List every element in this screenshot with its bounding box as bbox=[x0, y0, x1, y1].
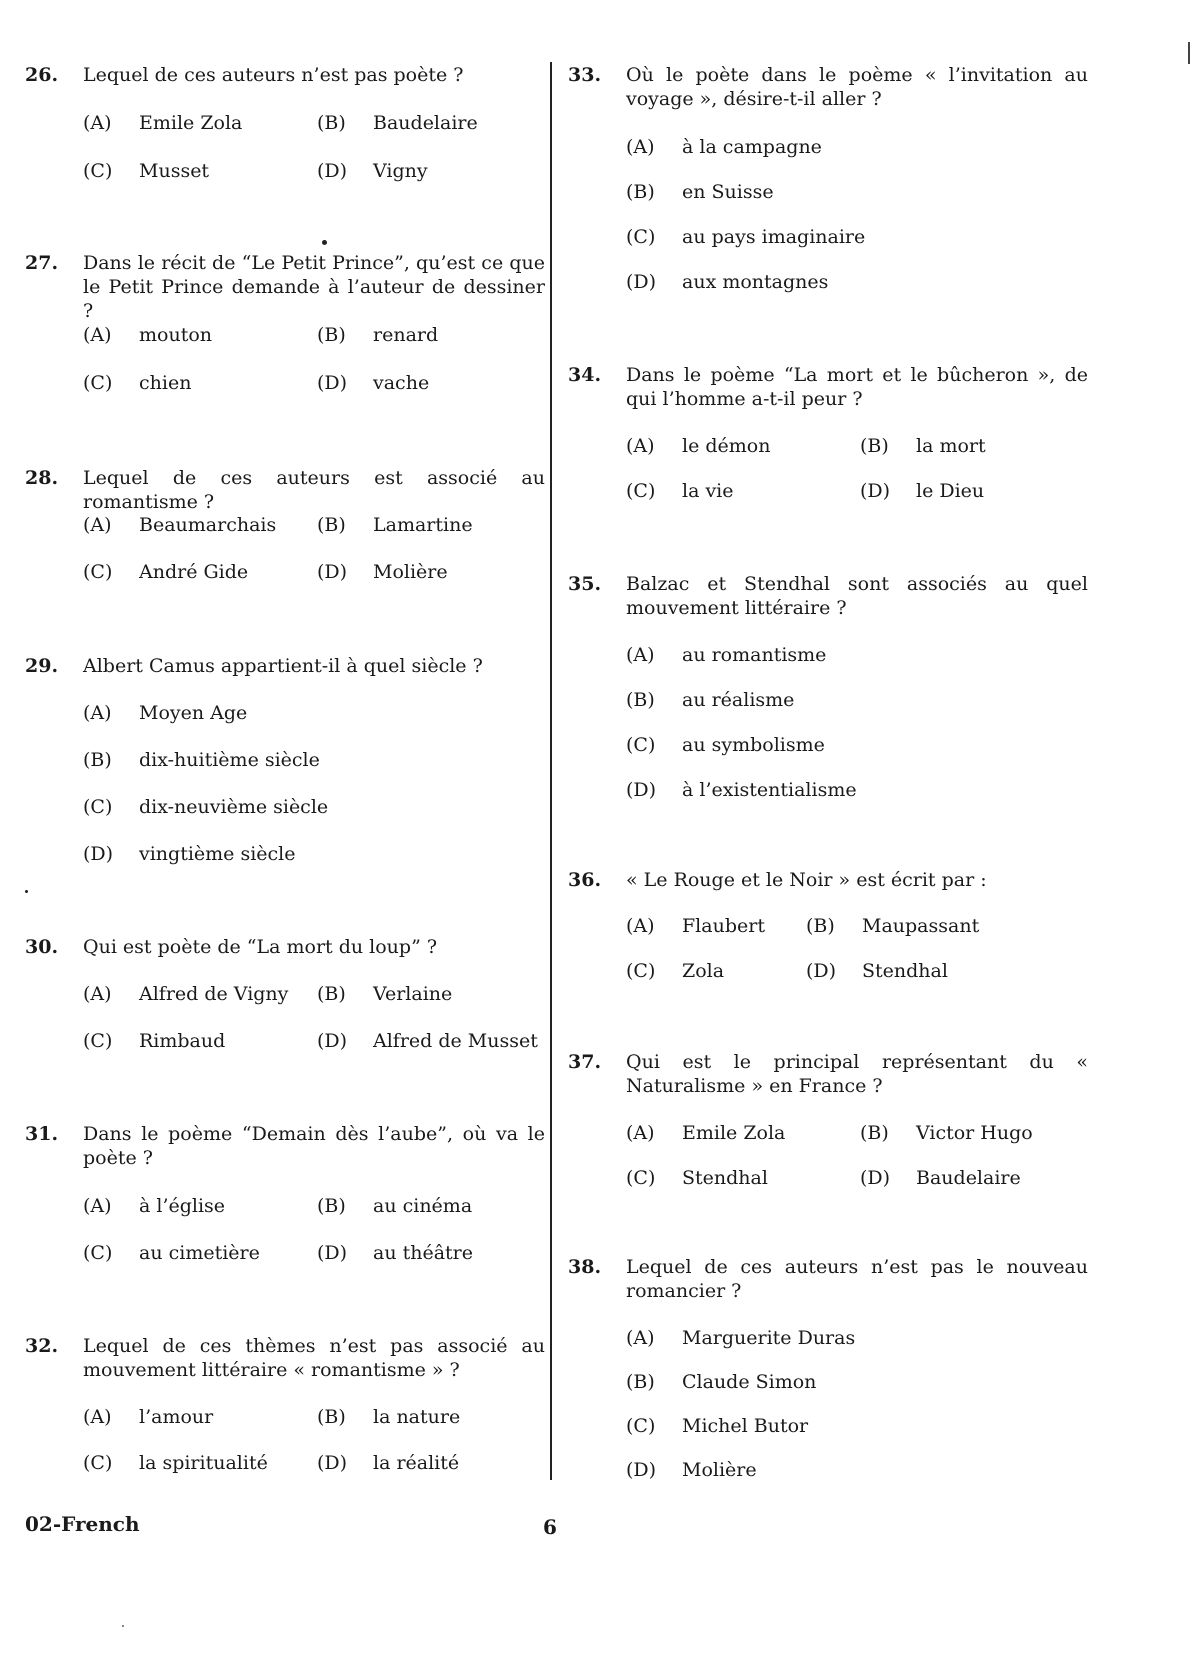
question-31 bbox=[25, 1122, 545, 1264]
question-text: Albert Camus appartient-il à quel siècle ? bbox=[83, 655, 483, 677]
question-32 bbox=[25, 1334, 545, 1474]
option-c: (C) chien bbox=[83, 372, 192, 394]
option-d: (D) Vigny bbox=[317, 160, 428, 182]
question-text: Dans le poème “Demain dès l’aube”, où va le poète ? bbox=[83, 1123, 545, 1169]
option-d: (D) Stendhal bbox=[806, 960, 948, 982]
option-a: (A) Marguerite Duras bbox=[626, 1327, 856, 1349]
option-a: (A) Beaumarchais bbox=[83, 514, 277, 536]
question-27 bbox=[25, 251, 545, 394]
question-number: 31. bbox=[25, 1123, 59, 1145]
option-c: (C) au pays imaginaire bbox=[626, 226, 866, 248]
question-number: 33. bbox=[568, 64, 602, 86]
option-a: (A) l’amour bbox=[83, 1406, 214, 1428]
option-c: (C) au cimetière bbox=[83, 1242, 260, 1264]
option-d: (D) la réalité bbox=[317, 1452, 460, 1474]
question-29 bbox=[25, 654, 545, 865]
option-a: (A) au romantisme bbox=[626, 644, 827, 666]
question-text: Lequel de ces auteurs n’est pas poète ? bbox=[83, 64, 464, 86]
option-c: (C) Rimbaud bbox=[83, 1030, 226, 1052]
option-b: (B) Baudelaire bbox=[317, 112, 478, 134]
option-d: (D) aux montagnes bbox=[626, 271, 829, 293]
option-a: (A) Flaubert bbox=[626, 915, 765, 937]
footer-page-number: 6 bbox=[543, 1515, 557, 1539]
speck bbox=[122, 1625, 124, 1627]
option-b: (B) Lamartine bbox=[317, 514, 473, 536]
option-d: (D) vache bbox=[317, 372, 430, 394]
stray-dot bbox=[25, 890, 28, 893]
option-c: (C) la vie bbox=[626, 480, 734, 502]
question-text: Lequel de ces thèmes n’est pas associé au mouvement littéraire « romantisme » ? bbox=[83, 1335, 545, 1381]
option-d: (D) Alfred de Musset bbox=[317, 1030, 538, 1052]
option-b: (B) dix-huitième siècle bbox=[83, 749, 320, 771]
option-b: (B) en Suisse bbox=[626, 181, 774, 203]
question-text: Qui est poète de “La mort du loup” ? bbox=[83, 936, 438, 958]
footer-subject-code: 02-French bbox=[25, 1512, 140, 1536]
option-d: (D) Molière bbox=[626, 1459, 757, 1481]
option-d: (D) vingtième siècle bbox=[83, 843, 296, 865]
option-b: (B) au cinéma bbox=[317, 1195, 473, 1217]
question-number: 28. bbox=[25, 467, 59, 489]
question-number: 26. bbox=[25, 64, 59, 86]
option-b: (B) Verlaine bbox=[317, 983, 453, 1005]
option-c: (C) au symbolisme bbox=[626, 734, 825, 756]
question-36 bbox=[568, 868, 1088, 982]
option-d: (D) Molière bbox=[317, 561, 448, 583]
column-divider bbox=[550, 62, 552, 1480]
question-number: 38. bbox=[568, 1256, 602, 1278]
option-b: (B) la nature bbox=[317, 1406, 461, 1428]
option-b: (B) la mort bbox=[860, 435, 986, 457]
option-a: (A) Emile Zola bbox=[83, 112, 243, 134]
option-b: (B) au réalisme bbox=[626, 689, 795, 711]
stray-dot bbox=[322, 240, 327, 245]
option-c: (C) Zola bbox=[626, 960, 725, 982]
question-28 bbox=[25, 466, 545, 583]
question-number: 29. bbox=[25, 655, 59, 677]
question-text: Lequel de ces auteurs n’est pas le nouveau romancier ? bbox=[626, 1256, 1088, 1302]
edge-mark bbox=[1188, 42, 1190, 64]
question-number: 36. bbox=[568, 869, 602, 891]
question-number: 30. bbox=[25, 936, 59, 958]
question-text: Où le poète dans le poème « l’invitation au voyage », désire-t-il aller ? bbox=[626, 64, 1088, 110]
option-a: (A) à la campagne bbox=[626, 136, 822, 158]
option-d: (D) au théâtre bbox=[317, 1242, 474, 1264]
option-d: (D) le Dieu bbox=[860, 480, 985, 502]
option-b: (B) Claude Simon bbox=[626, 1371, 817, 1393]
option-b: (B) Maupassant bbox=[806, 915, 980, 937]
question-text: Qui est le principal représentant du « Naturalisme » en France ? bbox=[626, 1051, 1088, 1097]
option-b: (B) renard bbox=[317, 324, 439, 346]
question-37 bbox=[568, 1050, 1088, 1189]
option-a: (A) mouton bbox=[83, 324, 213, 346]
question-text: « Le Rouge et le Noir » est écrit par : bbox=[626, 869, 987, 891]
option-a: (A) Moyen Age bbox=[83, 702, 248, 724]
option-c: (C) Musset bbox=[83, 160, 210, 182]
question-30 bbox=[25, 935, 545, 1052]
option-c: (C) André Gide bbox=[83, 561, 249, 583]
option-a: (A) le démon bbox=[626, 435, 771, 457]
option-a: (A) Emile Zola bbox=[626, 1122, 786, 1144]
option-b: (B) Victor Hugo bbox=[860, 1122, 1033, 1144]
option-a: (A) à l’église bbox=[83, 1195, 226, 1217]
question-number: 32. bbox=[25, 1335, 59, 1357]
option-c: (C) la spiritualité bbox=[83, 1452, 268, 1474]
question-35 bbox=[568, 572, 1088, 801]
question-number: 37. bbox=[568, 1051, 602, 1073]
option-a: (A) Alfred de Vigny bbox=[83, 983, 289, 1005]
question-text: Balzac et Stendhal sont associés au quel mouvement littéraire ? bbox=[626, 573, 1088, 619]
question-text: Dans le récit de “Le Petit Prince”, qu’est ce que le Petit Prince demande à l’auteur de dessiner ? bbox=[83, 252, 545, 322]
option-d: (D) à l’existentialisme bbox=[626, 779, 857, 801]
option-c: (C) Stendhal bbox=[626, 1167, 768, 1189]
question-text: Lequel de ces auteurs est associé au romantisme ? bbox=[83, 467, 545, 513]
question-26 bbox=[25, 63, 545, 182]
question-number: 34. bbox=[568, 364, 602, 386]
option-c: (C) dix-neuvième siècle bbox=[83, 796, 329, 818]
question-text: Dans le poème “La mort et le bûcheron », de qui l’homme a-t-il peur ? bbox=[626, 364, 1088, 410]
question-number: 35. bbox=[568, 573, 602, 595]
question-number: 27. bbox=[25, 252, 59, 274]
option-d: (D) Baudelaire bbox=[860, 1167, 1021, 1189]
question-38 bbox=[568, 1255, 1088, 1481]
question-34 bbox=[568, 363, 1088, 502]
option-c: (C) Michel Butor bbox=[626, 1415, 809, 1437]
question-33 bbox=[568, 63, 1088, 293]
